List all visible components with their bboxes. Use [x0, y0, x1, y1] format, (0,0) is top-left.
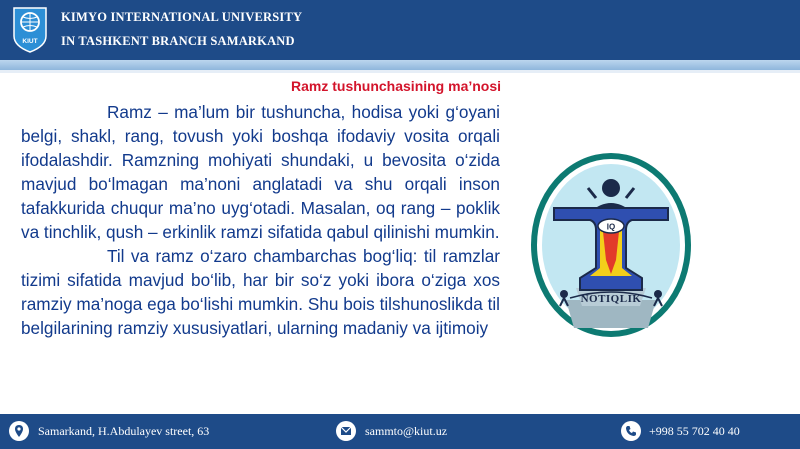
- slide-title: Ramz tushunchasining ma’nosi: [291, 78, 502, 94]
- header-bar: [0, 0, 800, 60]
- emblem-badge-text: IQ: [606, 222, 616, 232]
- footer-bar: [0, 414, 800, 449]
- phone-icon: [621, 421, 641, 441]
- header-divider: [0, 70, 800, 73]
- notiqlik-emblem: [528, 150, 694, 340]
- university-name-line1: KIMYO INTERNATIONAL UNIVERSITY: [61, 10, 303, 24]
- location-icon: [9, 421, 29, 441]
- footer-email[interactable]: sammto@kiut.uz: [365, 424, 448, 438]
- logo-text: KIUT: [22, 38, 38, 45]
- header-stripe: [0, 60, 800, 70]
- body-text: [21, 100, 500, 413]
- university-logo: [11, 6, 49, 54]
- paragraph-1: Ramz – ma’lum bir tushuncha, hodisa yoki g‘oyani belgi, shakl, rang, tovush yoki boshqa ifodaviy vosita orqali ifodalashdir. Ramzning mohiyati shundaki, u bevosita o‘zida mavjud bo‘lmagan ma’noni anglatadi va shu orqali inson tafakkurida chuqur ma’no uyg‘otadi. Masalan, oq rang – poklik va tinchlik, qush – erkinlik ramzi sifatida qabul qilinishi mumkin.: [21, 102, 500, 242]
- footer-phone[interactable]: +998 55 702 40 40: [649, 424, 740, 438]
- university-name-line2: IN TASHKENT BRANCH SAMARKAND: [61, 34, 295, 48]
- footer-address: Samarkand, H.Abdulayev street, 63: [38, 424, 210, 438]
- emblem-banner-text: NOTIQLIK: [580, 293, 642, 305]
- paragraph-2: Til va ramz o‘zaro chambarchas bog‘liq: til ramzlar tizimi sifatida mavjud bo‘lib, har bir so‘z yoki ibora o‘ziga xos ramziy ma’noga ega bo‘lishi mumkin. Shu bois tilshunoslikda til belgilarining ramziy xususiyatlari, ularning madaniy va ijtimoiy: [21, 246, 500, 338]
- mail-icon: [336, 421, 356, 441]
